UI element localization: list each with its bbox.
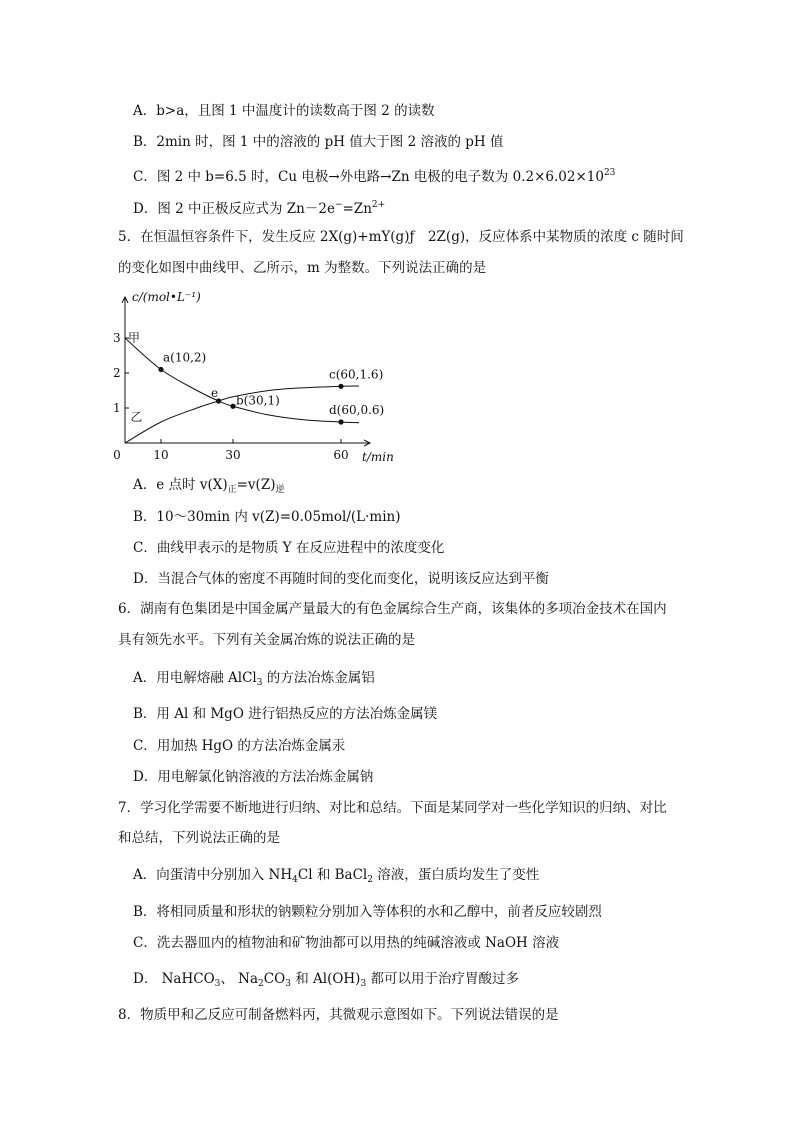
q5-option-c[interactable]: C．曲线甲表示的是物质 Y 在反应进程中的浓度变化 xyxy=(133,540,445,556)
data-point-label: c(60,1.6) xyxy=(329,367,384,382)
data-point-label: d(60,0.6) xyxy=(329,403,385,417)
q6-stem-line1: 6．湖南有色集团是中国金属产量最大的有色金属综合生产商，该集体的多项冶金技术在国内 xyxy=(118,601,667,617)
q5-stem-line1: 5．在恒温恒容条件下，发生反应 2X(g)+mY(g)ƒ 2Z(g)，反应体系中某物质的浓度 c 随时间 xyxy=(118,229,684,245)
q6-stem-line2: 具有领先水平。下列有关金属冶炼的说法正确的是 xyxy=(118,632,415,648)
data-point-label: a(10,2) xyxy=(163,350,207,365)
x-tick-label: 30 xyxy=(225,448,241,462)
q5-option-d[interactable]: D．当混合气体的密度不再随时间的变化而变化，说明该反应达到平衡 xyxy=(133,571,549,587)
x-tick-label: 10 xyxy=(153,448,169,462)
y-tick-label: 2 xyxy=(113,366,121,380)
q6-option-d[interactable]: D．用电解氯化钠溶液的方法冶炼金属钠 xyxy=(133,769,374,785)
x-tick-label: 0 xyxy=(113,448,121,462)
y-axis-label: c/(mol•L⁻¹) xyxy=(132,290,201,304)
q7-option-b[interactable]: B．将相同质量和形状的钠颗粒分别加入等体积的水和乙醇中，前者反应较剧烈 xyxy=(133,904,602,920)
q8-stem: 8．物质甲和乙反应可制备燃料丙，其微观示意图如下。下列说法错误的是 xyxy=(118,1007,559,1023)
q5-option-b[interactable]: B．10～30min 内 v(Z)=0.05mol/(L·min) xyxy=(133,509,401,525)
q7-stem-line1: 7．学习化学需要不断地进行归纳、对比和总结。下面是某同学对一些化学知识的归纳、对比 xyxy=(118,800,667,816)
q6-option-b[interactable]: B．用 Al 和 MgO 进行铝热反应的方法冶炼金属镁 xyxy=(133,706,438,722)
data-point xyxy=(338,419,343,424)
curve-jia xyxy=(125,338,359,423)
q7-option-a[interactable]: A．向蛋清中分别加入 $NH_4Cl$ 和 BaCl$_2$ 溶液，蛋白质均发生了变性 xyxy=(133,867,540,885)
x-tick-label: 60 xyxy=(333,448,349,462)
q6-option-c[interactable]: C．用加热 HgO 的方法冶炼金属汞 xyxy=(133,738,346,754)
data-point xyxy=(338,384,343,389)
q7-stem-line2: 和总结，下列说法正确的是 xyxy=(118,830,280,846)
q4-option-c[interactable]: C．图 2 中 b=6.5 时，Cu 电极→外电路→Zn 电极的电子数为 $0.2\times 6.02\times 10^{23}$ xyxy=(133,168,616,185)
q4-option-d[interactable]: D．图 2 中正极反应式为 $Zn-2e^-=Zn^{2+}$ xyxy=(133,200,386,217)
q4-option-a[interactable]: A．b>a，且图 1 中温度计的读数高于图 2 的读数 xyxy=(133,103,435,119)
curve-yi-label: 乙 xyxy=(130,409,143,424)
concentration-time-chart xyxy=(100,283,400,468)
y-tick-label: 1 xyxy=(113,401,121,415)
y-tick-label: 3 xyxy=(113,331,121,345)
q7-option-c[interactable]: C．洗去器皿内的植物油和矿物油都可以用热的纯碱溶液或 NaOH 溶液 xyxy=(133,935,560,951)
q5-stem-line2: 的变化如图中曲线甲、乙所示，m 为整数。下列说法正确的是 xyxy=(118,260,487,276)
data-point-label: e xyxy=(211,386,219,400)
x-axis-label: t/min xyxy=(362,450,394,464)
q4-option-b[interactable]: B．2min 时，图 1 中的溶液的 pH 值大于图 2 溶液的 pH 值 xyxy=(133,134,504,150)
data-point xyxy=(158,367,163,372)
q5-option-a[interactable]: A．e 点时 $v(X)_正=v(Z)_逆$ xyxy=(133,477,285,495)
data-point xyxy=(230,404,235,409)
q7-option-d[interactable]: D． NaHCO$_3$、 $Na_2CO_3$ 和 $Al(OH)_3$ 都可以用于治疗胃酸过多 xyxy=(133,971,519,989)
q6-option-a[interactable]: A．用电解熔融 AlCl$_3$ 的方法冶炼金属铝 xyxy=(133,670,375,688)
curve-jia-label: 甲 xyxy=(128,331,141,345)
data-point-label: b(30,1) xyxy=(236,393,280,408)
